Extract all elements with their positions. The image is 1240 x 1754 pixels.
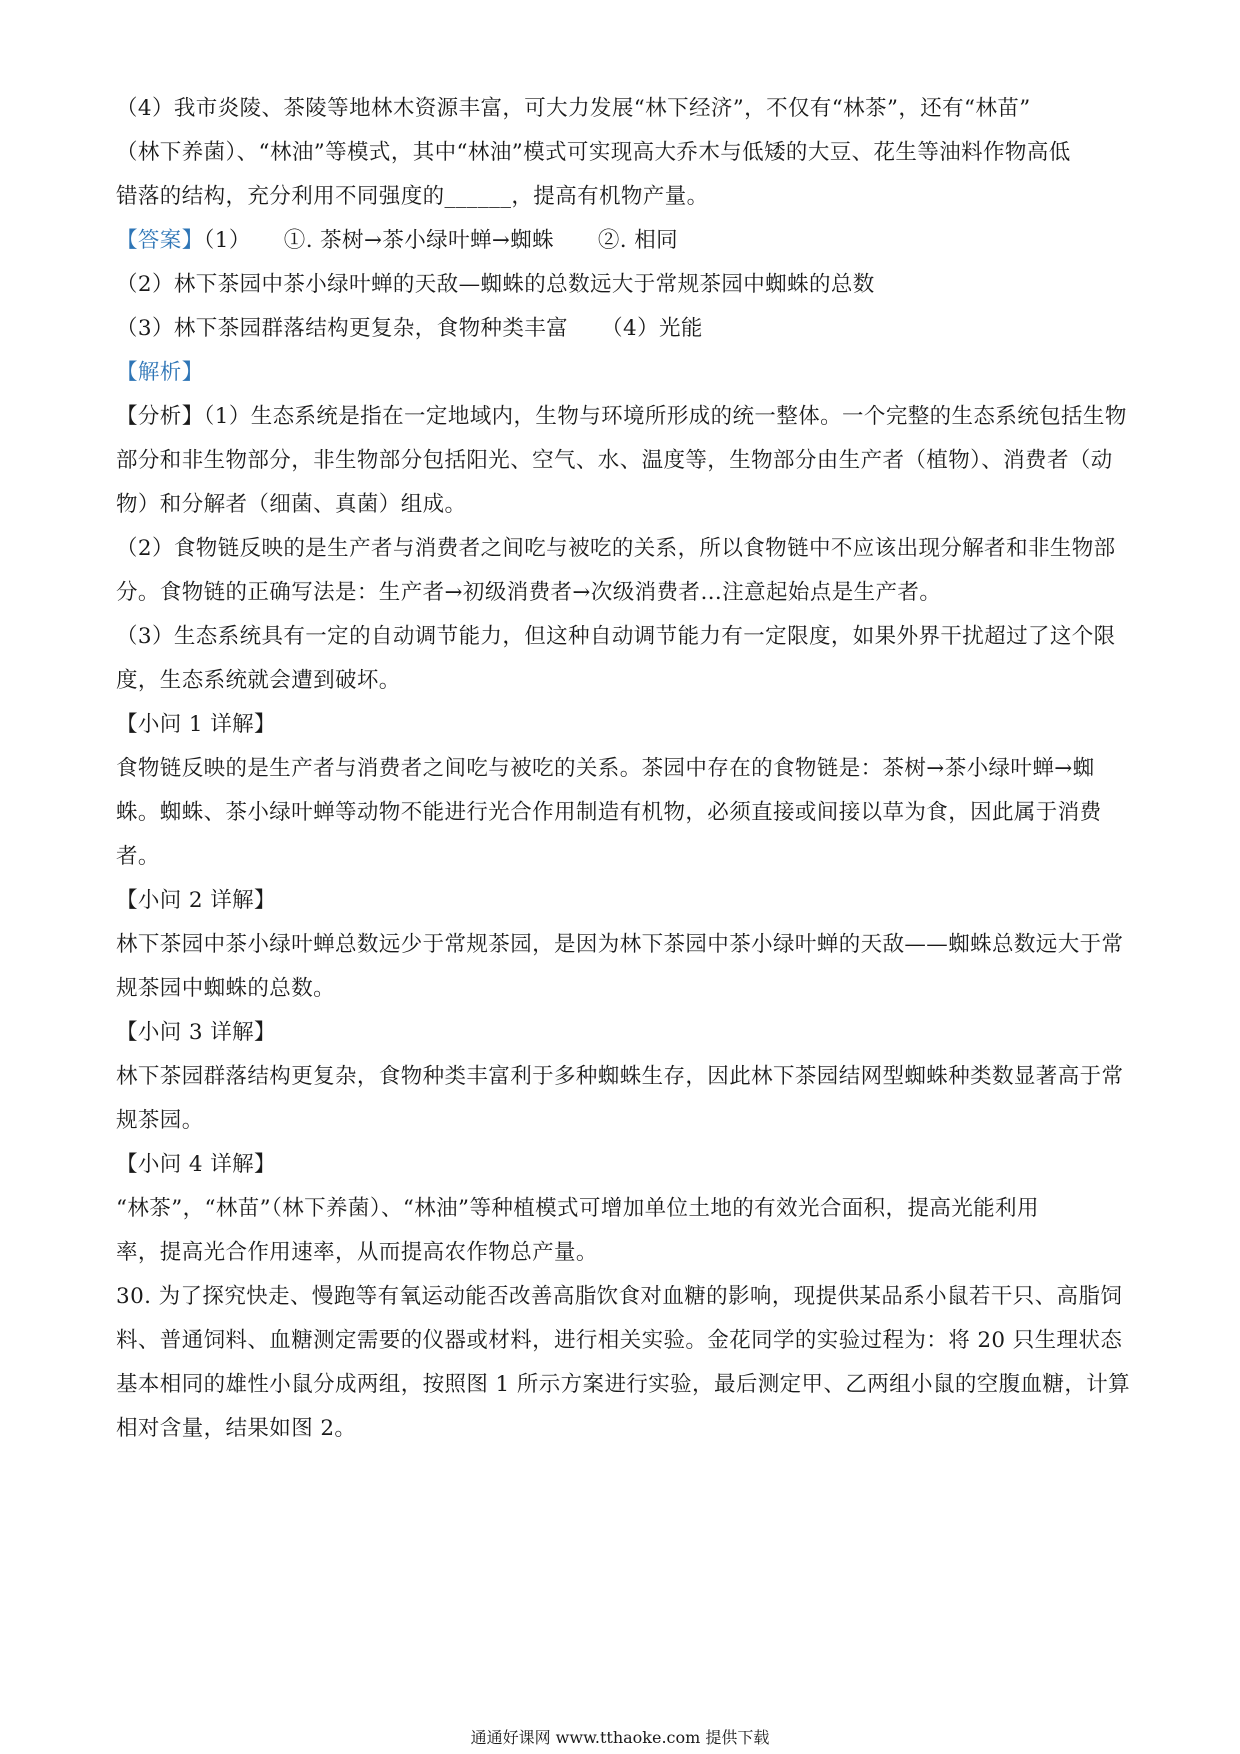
text-line: 林下茶园群落结构更复杂，食物种类丰富利于多种蜘蛛生存，因此林下茶园结网型蜘蛛种类数显著高于常 — [116, 1064, 1124, 1089]
text-line: 错落的结构，充分利用不同强度的______，提高有机物产量。 — [116, 184, 709, 209]
question-text: 相对含量，结果如图 2。 — [116, 1416, 357, 1441]
text-line: 林下茶园中茶小绿叶蝉总数远少于常规茶园，是因为林下茶园中茶小绿叶蝉的天敌——蜘蛛总数远大于常 — [116, 932, 1124, 957]
text-line: 食物链反映的是生产者与消费者之间吃与被吃的关系。茶园中存在的食物链是：茶树→茶小绿叶蝉→蜘 — [116, 756, 1095, 781]
section-heading: 【小问 3 详解】 — [116, 1020, 276, 1045]
text-line: （3）林下茶园群落结构更复杂，食物种类丰富 （4）光能 — [116, 316, 703, 341]
section-heading: 【小问 4 详解】 — [116, 1152, 276, 1177]
text-line: 规茶园中蜘蛛的总数。 — [116, 976, 336, 1001]
text-line: 率，提高光合作用速率，从而提高农作物总产量。 — [116, 1240, 598, 1265]
text-line: （2）林下茶园中茶小绿叶蝉的天敌—蜘蛛的总数远大于常规茶园中蜘蛛的总数 — [116, 272, 875, 297]
section-heading: 【小问 1 详解】 — [116, 712, 276, 737]
text-line: 物）和分解者（细菌、真菌）组成。 — [116, 492, 467, 517]
text-line: 【分析】（1）生态系统是指在一定地域内，生物与环境所形成的统一整体。一个完整的生态系统包括生物 — [116, 404, 1127, 429]
text-line: （林下养菌）、“林油”等模式，其中“林油”模式可实现高大乔木与低矮的大豆、花生等油料作物高低 — [116, 140, 1071, 165]
text-line: 蛛。蜘蛛、茶小绿叶蝉等动物不能进行光合作用制造有机物，必须直接或间接以草为食，因此属于消费 — [116, 800, 1102, 825]
text-line: 规茶园。 — [116, 1108, 204, 1133]
analysis-label: 【解析】 — [116, 360, 204, 385]
text-line: 度，生态系统就会遭到破坏。 — [116, 668, 401, 693]
question-text: 基本相同的雄性小鼠分成两组，按照图 1 所示方案进行实验，最后测定甲、乙两组小鼠的空腹血糖，计算 — [116, 1372, 1131, 1397]
answer-text: （1） ①. 茶树→茶小绿叶蝉→蜘蛛 ②. 相同 — [203, 228, 679, 253]
text-line: （3）生态系统具有一定的自动调节能力，但这种自动调节能力有一定限度，如果外界干扰超过了这个限 — [116, 624, 1116, 649]
text-line: 者。 — [116, 844, 160, 869]
text-line: （4）我市炎陵、茶陵等地林木资源丰富，可大力发展“林下经济”，不仅有“林茶”，还有“林苗” — [116, 96, 1031, 121]
text-line: （2）食物链反映的是生产者与消费者之间吃与被吃的关系，所以食物链中不应该出现分解者和非生物部 — [116, 536, 1116, 561]
question-text: 30. 为了探究快走、慢跑等有氧运动能否改善高脂饮食对血糖的影响，现提供某品系小鼠若干只、高脂饲 — [116, 1284, 1123, 1309]
text-line: 分。食物链的正确写法是：生产者→初级消费者→次级消费者…注意起始点是生产者。 — [116, 580, 942, 605]
text-line: 部分和非生物部分，非生物部分包括阳光、空气、水、温度等，生物部分由生产者（植物）、消费者（动 — [116, 448, 1113, 473]
question-text: 料、普通饲料、血糖测定需要的仪器或材料，进行相关实验。金花同学的实验过程为：将 20 只生理状态 — [116, 1328, 1123, 1353]
text-line: “林茶”，“林苗”（林下养菌）、“林油”等种植模式可增加单位土地的有效光合面积，提高光能利用 — [116, 1196, 1039, 1221]
answer-label: 【答案】 — [116, 228, 204, 253]
answer-line — [116, 226, 1126, 256]
section-heading: 【小问 2 详解】 — [116, 888, 276, 913]
page-footer: 通通好课网 www.tthaoke.com 提供下载 — [470, 1728, 770, 1747]
